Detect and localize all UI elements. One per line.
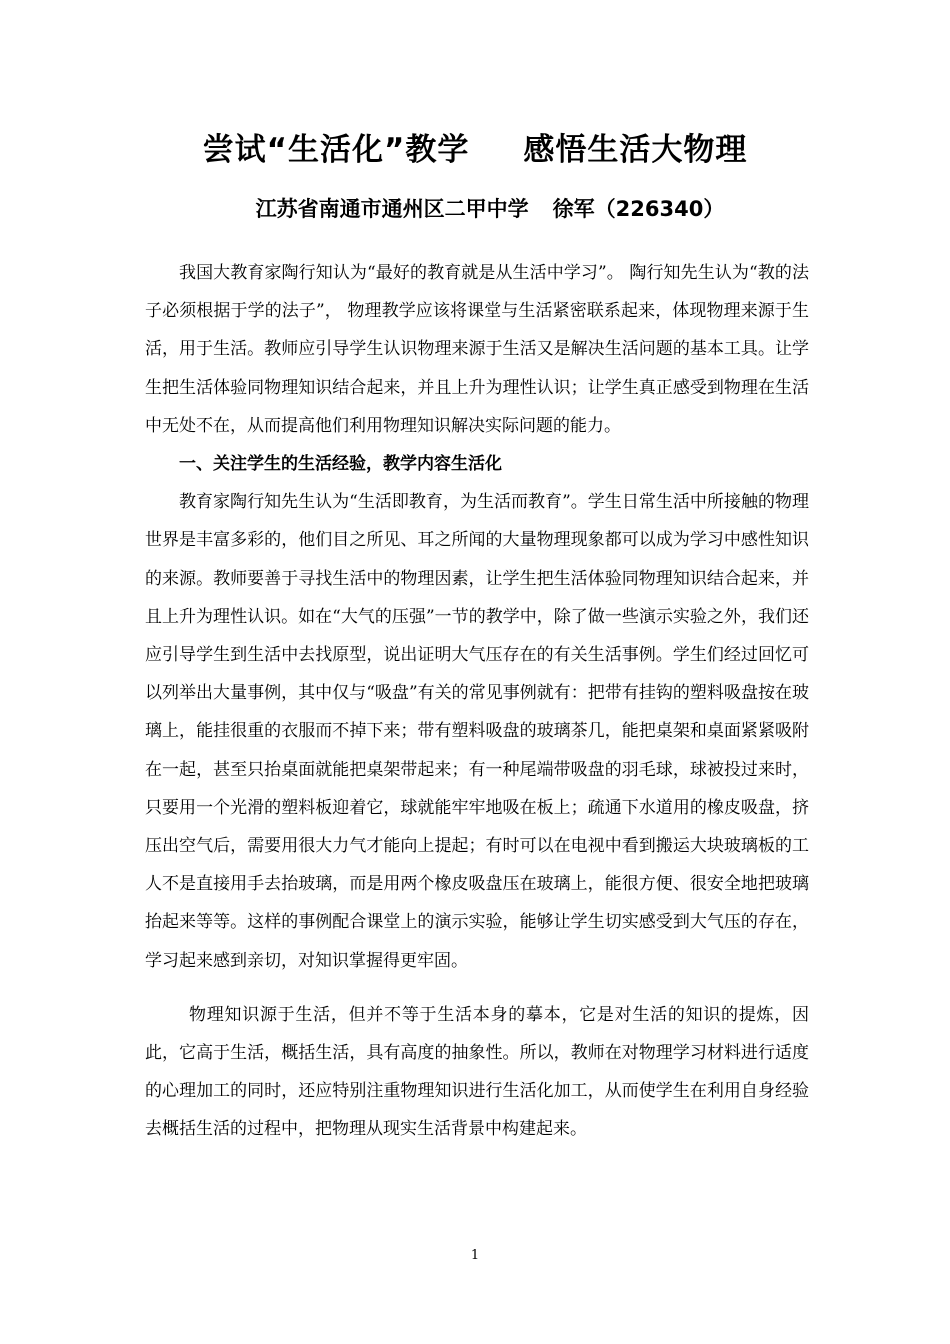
- document-body: [145, 254, 809, 1149]
- title-part-1: 尝试“生活化”教学: [202, 132, 470, 168]
- author-affiliation: 江苏省南通市通州区二甲中学: [255, 197, 529, 221]
- author-name: 徐军（226340）: [552, 197, 725, 221]
- paragraph-intro: 我国大教育家陶行知认为“最好的教育就是从生活中学习”。 陶行知先生认为“教的法子必须根据于学的法子”， 物理教学应该将课堂与生活紧密联系起来，体现物理来源于生活，用于生活。教师应引导学生认识物理来源于生活又是解决生活问题的基本工具。让学生把生活体验同物理知识结合起来，并且上升为理性认识；让学生真正感受到物理在生活中无处不在，从而提高他们利用物理知识解决实际问题的能力。: [145, 263, 809, 436]
- title-part-2: 感悟生活大物理: [523, 132, 748, 168]
- page-number: 1: [470, 1248, 480, 1263]
- section-heading: 一、关注学生的生活经验，教学内容生活化: [179, 454, 502, 475]
- paragraph-section-1-continued: 物理知识源于生活，但并不等于生活本身的摹本，它是对生活的知识的提炼，因此，它高于生活，概括生活，具有高度的抽象性。所以，教师在对物理学习材料进行适度的心理加工的同时，还应特别注重物理知识进行生活化加工，从而使学生在利用自身经验去概括生活的过程中，把物理从现实生活背景中构建起来。: [145, 1004, 809, 1140]
- paragraph-section-1: 教育家陶行知先生认为“生活即教育，为生活而教育”。学生日常生活中所接触的物理世界是丰富多彩的，他们目之所见、耳之所闻的大量物理现象都可以成为学习中感性知识的来源。教师要善于寻找生活中的物理因素，让学生把生活体验同物理知识结合起来，并且上升为理性认识。如在“大气的压强”一节的教学中，除了做一些演示实验之外，我们还应引导学生到生活中去找原型，说出证明大气压存在的有关生活事例。学生们经过回忆可以列举出大量事例，其中仅与“吸盘”有关的常见事例就有：把带有挂钩的塑料吸盘按在玻璃上，能挂很重的衣服而不掉下来；带有塑料吸盘的玻璃茶几，能把桌架和桌面紧紧吸附在一起，甚至只抬桌面就能把桌架带起来；有一种尾端带吸盘的羽毛球，球被投过来时，只要用一个光滑的塑料板迎着它，球就能牢牢地吸在板上；疏通下水道用的橡皮吸盘，挤压出空气后，需要用很大力气才能向上提起；有时可以在电视中看到搬运大块玻璃板的工人不是直接用手去抬玻璃，而是用两个橡皮吸盘压在玻璃上，能很方便、很安全地把玻璃抬起来等等。这样的事例配合课堂上的演示实验，能够让学生切实感受到大气压的存在，学习起来感到亲切，对知识掌握得更牢固。: [145, 492, 809, 971]
- document-title: [0, 126, 950, 174]
- author-line: [0, 191, 950, 227]
